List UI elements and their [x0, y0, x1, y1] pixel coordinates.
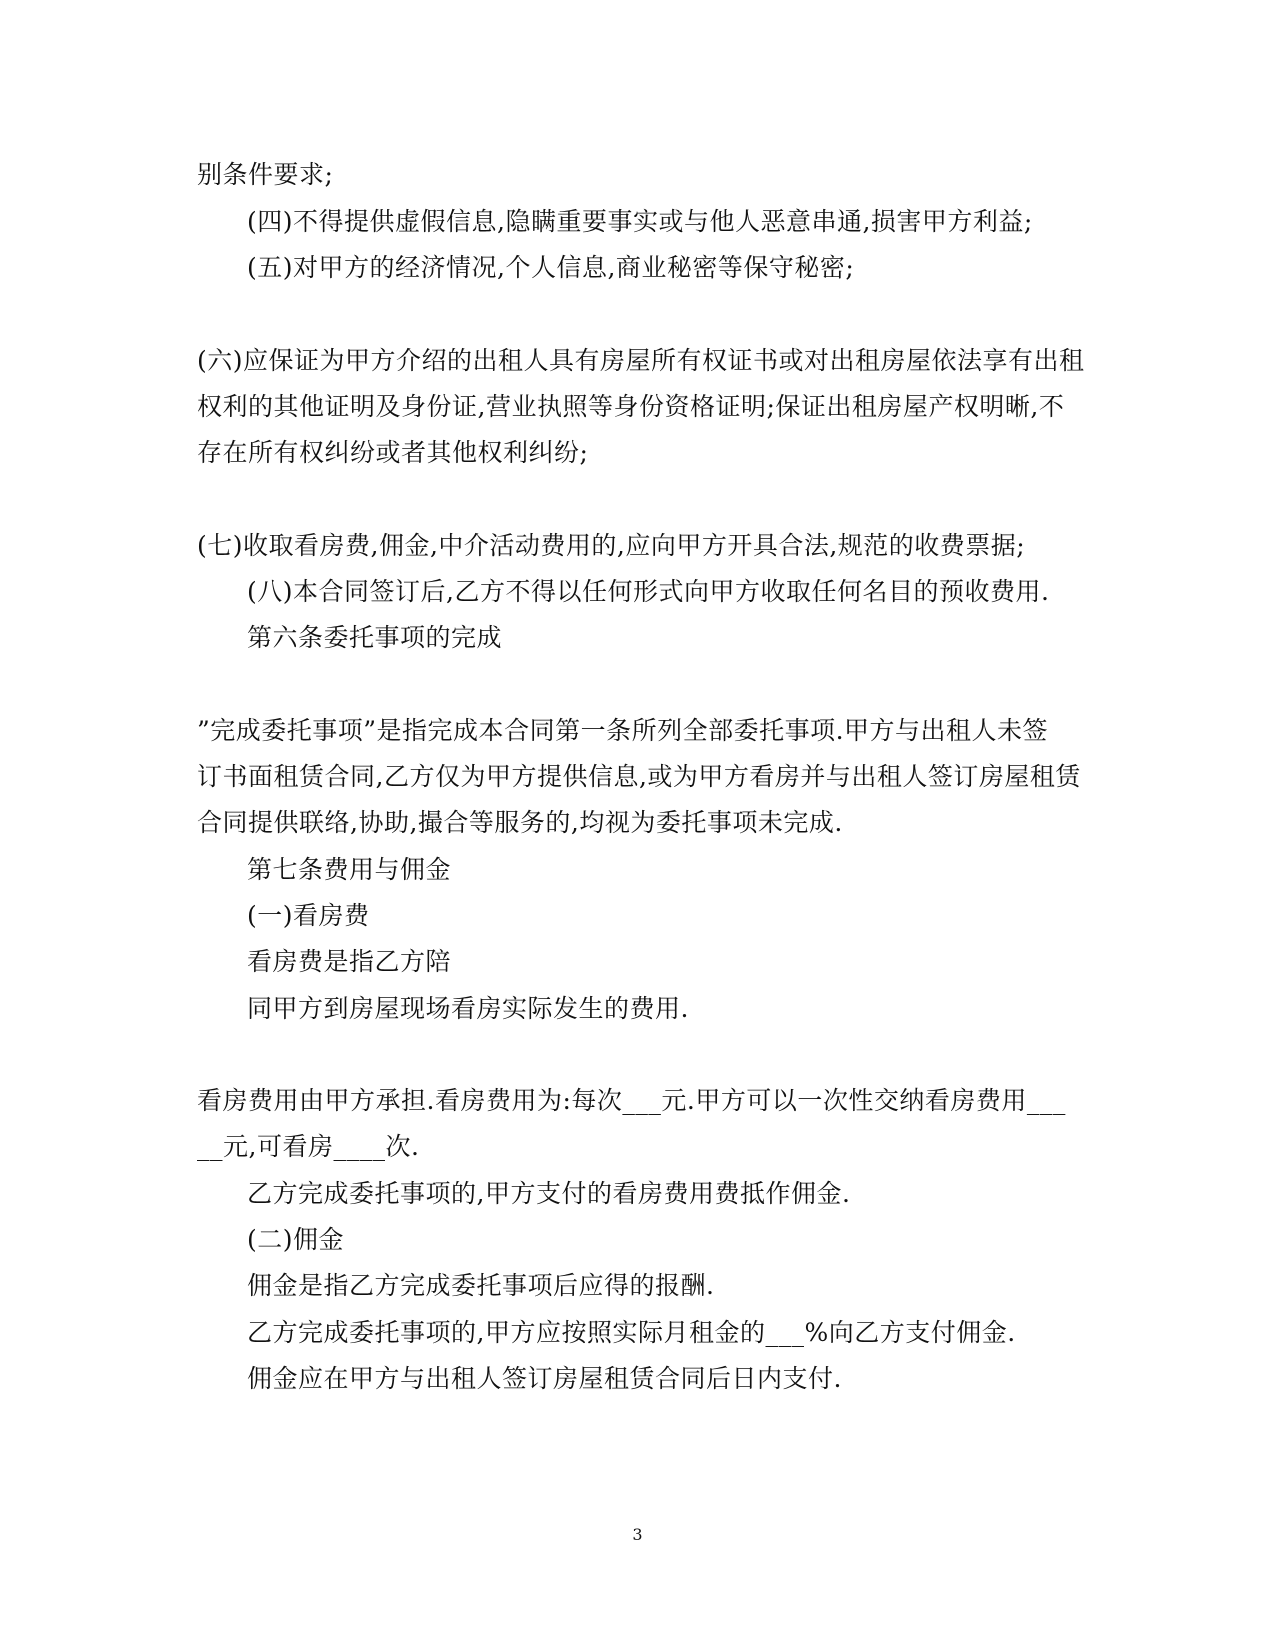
- section-heading: 第六条委托事项的完成: [247, 623, 503, 652]
- text-line: 乙方完成委托事项的,甲方应按照实际月租金的___%向乙方支付佣金.: [247, 1318, 1016, 1347]
- page-number: 3: [632, 1525, 643, 1544]
- text-line: __元,可看房____次.: [197, 1132, 420, 1161]
- text-line: (七)收取看房费,佣金,中介活动费用的,应向甲方开具合法,规范的收费票据;: [197, 531, 1026, 560]
- text-line: (五)对甲方的经济情况,个人信息,商业秘密等保守秘密;: [247, 253, 855, 282]
- text-line: 存在所有权纠纷或者其他权利纠纷;: [197, 438, 589, 467]
- text-line: 看房费是指乙方陪: [247, 947, 452, 976]
- text-line: 看房费用由甲方承担.看房费用为:每次___元.甲方可以一次性交纳看房费用___: [197, 1086, 1066, 1115]
- text-line: ”完成委托事项”是指完成本合同第一条所列全部委托事项.甲方与出租人未签: [197, 716, 1049, 745]
- text-line: 佣金应在甲方与出租人签订房屋租赁合同后日内支付.: [247, 1364, 842, 1393]
- text-line: (二)佣金: [247, 1225, 345, 1254]
- text-line: 同甲方到房屋现场看房实际发生的费用.: [247, 994, 689, 1023]
- text-line: (四)不得提供虚假信息,隐瞒重要事实或与他人恶意串通,损害甲方利益;: [247, 207, 1033, 236]
- text-line: (一)看房费: [247, 901, 370, 930]
- text-line: (六)应保证为甲方介绍的出租人具有房屋所有权证书或对出租房屋依法享有出租: [197, 346, 1085, 375]
- text-line: 合同提供联络,协助,撮合等服务的,均视为委托事项未完成.: [197, 808, 843, 837]
- text-line: (八)本合同签订后,乙方不得以任何形式向甲方收取任何名目的预收费用.: [247, 577, 1050, 606]
- text-line: 别条件要求;: [197, 160, 334, 189]
- section-heading: 第七条费用与佣金: [247, 855, 452, 884]
- text-line: 订书面租赁合同,乙方仅为甲方提供信息,或为甲方看房并与出租人签订房屋租赁: [197, 762, 1081, 791]
- text-line: 佣金是指乙方完成委托事项后应得的报酬.: [247, 1271, 715, 1300]
- text-line: 乙方完成委托事项的,甲方支付的看房费用费抵作佣金.: [247, 1179, 851, 1208]
- text-line: 权利的其他证明及身份证,营业执照等身份资格证明;保证出租房屋产权明晰,不: [197, 392, 1065, 421]
